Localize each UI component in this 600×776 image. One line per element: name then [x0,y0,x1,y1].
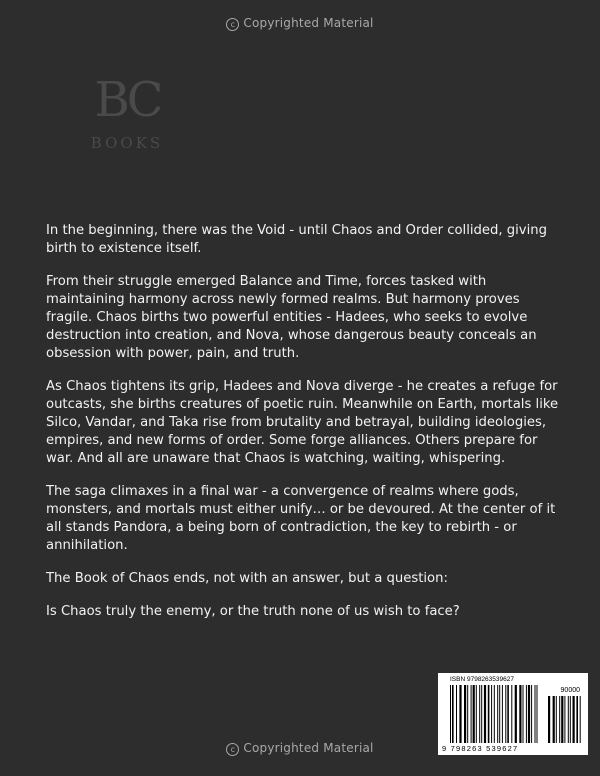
barcode-addon-number: 90000 [560,687,580,694]
barcode-bar [502,685,503,743]
barcode-bar [450,685,451,743]
isbn-label: ISBN 9798263539627 [450,676,514,683]
barcode-bar [561,696,563,743]
back-cover-blurb [46,222,566,636]
barcode-bar [556,696,557,743]
copyright-icon: c [226,743,239,756]
barcode-bar [456,685,457,743]
barcode-bar [528,685,530,743]
barcode-bar [491,685,492,743]
barcode-bar [511,685,512,743]
blurb-paragraph: From their struggle emerged Balance and Time, forces tasked with maintaining harmony across newly formed realms. But harmony proves fragile. Chaos births two powerful entities - Hadees, who seeks to evolve destruction into creation, and Nova, whose dangerous beauty conceals an obsession with power, pain, and truth. [46,274,537,361]
barcode-bar [467,685,468,743]
barcode-bar [505,685,506,743]
barcode-bar [526,685,527,743]
barcode-bar [548,696,550,743]
barcode-bar [494,685,495,743]
barcode-bar [515,685,517,743]
blurb-paragraph: As Chaos tightens its grip, Hadees and Nova diverge - he creates a refuge for outcasts, she births creatures of poetic ruin. Meanwhile on Earth, mortals like Silco, Vandar, and Taka rise from brutality and betrayal, building ideologies, empires, and new forms of order. Some forge alliances. Others prepare for war. And all are unaware that Chaos is watching, waiting, whispering. [46,379,559,466]
barcode-bar [568,696,569,743]
barcode-bar [479,685,480,743]
barcode-bar [519,685,521,743]
barcode-bar [471,685,472,743]
barcode-bar [564,696,565,743]
barcode-bar [573,696,575,743]
barcode-bar [488,685,490,743]
barcode-bar [497,685,498,743]
logo-mark: BC [94,72,160,128]
blurb-paragraph: The saga climaxes in a final war - a convergence of realms where gods, monsters, and mortals must either unify… or be devoured. At the center of it all stands Pandora, a being born of contradiction, the key to rebirth - or annihilation. [46,484,556,553]
barcode-bar [481,685,482,743]
barcode-bar [570,696,571,743]
barcode-bar [473,685,475,743]
barcode-digits: 9 798263 539627 [442,744,519,753]
barcode-bar [531,685,532,743]
barcode-bar [476,685,477,743]
barcode-bar [535,685,536,743]
barcode-bar [559,696,560,743]
copyright-watermark-bottom [0,741,600,756]
blurb-paragraph: Is Chaos truly the enemy, or the truth none of us wish to face? [46,604,460,619]
barcode-bar [452,685,454,743]
barcode-bar [523,685,524,743]
barcode-bar [484,685,486,743]
blurb-paragraph: In the beginning, there was the Void - until Chaos and Order collided, giving birth to existence itself. [46,223,548,256]
logo-wordmark: BOOKS [90,134,164,152]
copyright-icon: c [226,18,239,31]
barcode-bar [499,685,500,743]
publisher-logo [82,72,172,152]
blurb-paragraph: The Book of Chaos ends, not with an answer, but a question: [46,571,448,586]
barcode-bar [464,685,466,743]
barcode-bar [537,685,538,743]
barcode-bar [553,696,555,743]
watermark-text: Copyrighted Material [243,16,374,30]
watermark-text: Copyrighted Material [243,741,374,755]
barcode-bar [459,685,461,743]
barcode-bar [580,696,581,743]
barcode-bar [507,685,509,743]
copyright-watermark-top [0,16,600,31]
barcode-bar [576,696,578,743]
